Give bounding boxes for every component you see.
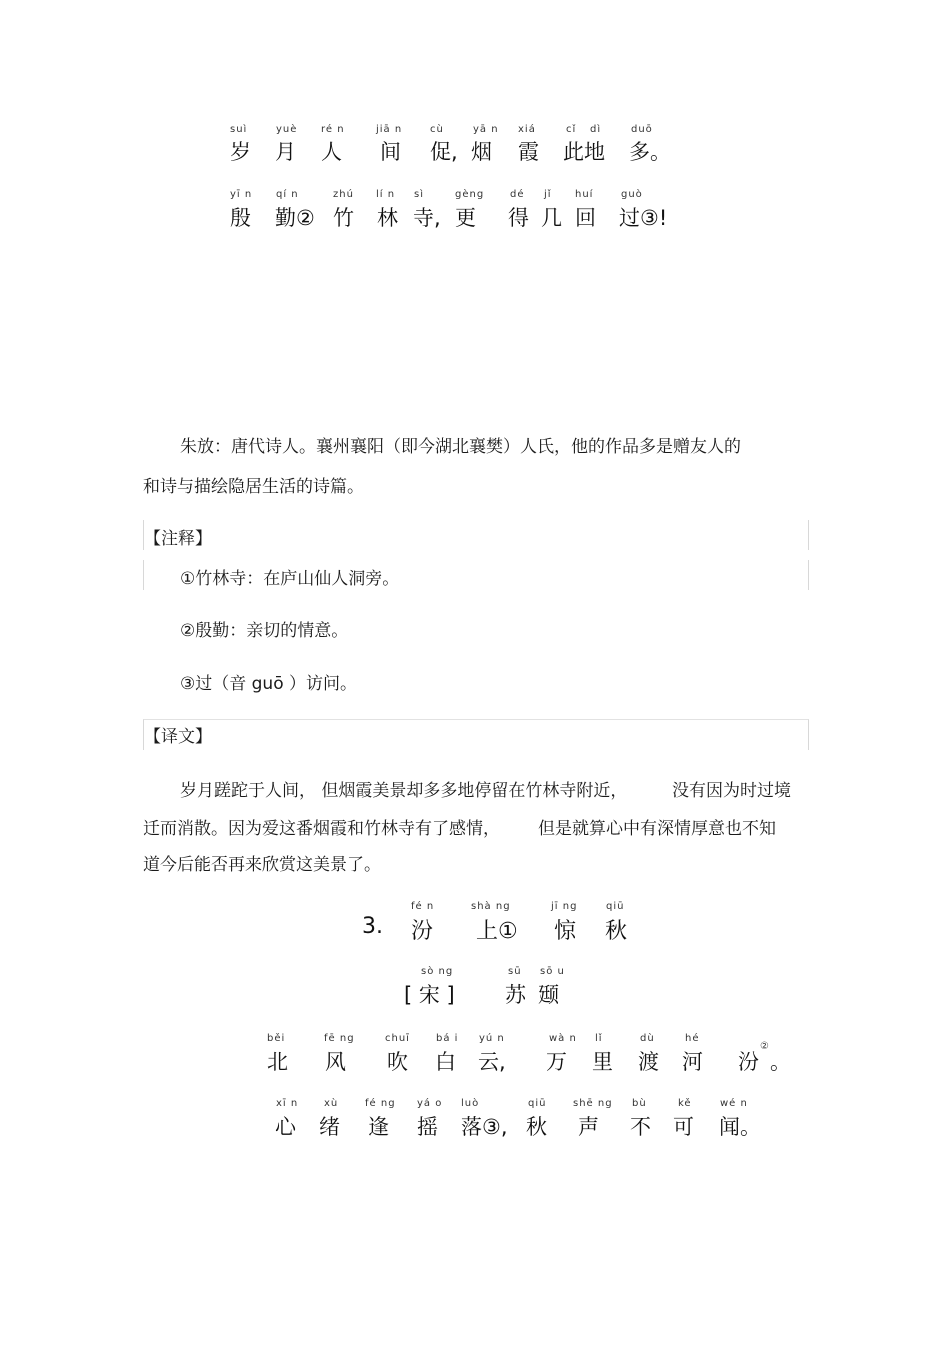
pinyin: bù: [632, 1098, 647, 1109]
translation-line2a: 迁而消散。因为爱这番烟霞和竹林寺有了感情，: [143, 819, 500, 839]
pinyin: cù: [430, 124, 444, 135]
pinyin: wé n: [720, 1098, 748, 1109]
hanzi: 摇: [417, 1115, 438, 1139]
hanzi: 汾: [738, 1050, 759, 1074]
hanzi: 颋: [538, 983, 559, 1007]
pinyin: chuī: [385, 1033, 410, 1044]
hanzi: 殷: [230, 206, 251, 230]
pinyin: sì: [414, 189, 424, 200]
hanzi: 此地: [563, 140, 605, 164]
pinyin: huí: [575, 189, 594, 200]
hanzi: 更: [455, 206, 476, 230]
translation-line1b: 没有因为时过境: [672, 781, 791, 801]
pinyin: jǐ: [544, 189, 552, 200]
pinyin: běi: [267, 1033, 286, 1044]
pinyin: fē ng: [324, 1033, 355, 1044]
pinyin: yá o: [417, 1098, 443, 1109]
pinyin: gèng: [455, 189, 485, 200]
pinyin: cǐ: [566, 124, 577, 135]
pinyin: xī n: [276, 1098, 299, 1109]
pinyin: suì: [230, 124, 248, 135]
notes-header-frame: [143, 520, 809, 550]
pinyin: jī ng: [551, 901, 578, 912]
hanzi: 烟: [471, 140, 492, 164]
hanzi: 河: [682, 1050, 703, 1074]
pinyin: zhú: [333, 189, 354, 200]
hanzi: 间: [380, 140, 401, 164]
hanzi: 过③!: [619, 206, 668, 230]
hanzi: 惊: [554, 919, 577, 944]
dynasty: [ 宋 ]: [404, 983, 455, 1007]
hanzi: 人: [321, 140, 342, 164]
pinyin: yuè: [276, 124, 298, 135]
hanzi: 闻。: [719, 1115, 761, 1139]
hanzi: 。: [770, 1050, 791, 1074]
translation-line3: 道今后能否再来欣赏这美景了。: [143, 855, 381, 875]
pinyin: dù: [640, 1033, 655, 1044]
hanzi: 北: [267, 1050, 288, 1074]
hanzi: 竹: [333, 206, 354, 230]
translation-header: 【译文】: [144, 727, 212, 747]
hanzi: 里: [592, 1050, 613, 1074]
hanzi: 苏: [505, 983, 526, 1007]
hanzi: 寺,: [413, 206, 441, 230]
hanzi: 不: [630, 1115, 651, 1139]
hanzi: 得: [508, 206, 529, 230]
pinyin: dì: [590, 124, 602, 135]
hanzi: 上①: [476, 919, 518, 944]
hanzi: 多。: [629, 140, 671, 164]
pinyin: shà ng: [471, 901, 511, 912]
translation-header-frame: [143, 719, 809, 750]
hanzi: 勤②: [275, 206, 315, 230]
hanzi: 云,: [478, 1050, 506, 1074]
poem-number: 3.: [362, 914, 383, 939]
hanzi: 霞: [518, 140, 539, 164]
hanzi: 促,: [430, 140, 458, 164]
author-intro-line1: 朱放：唐代诗人。襄州襄阳（即今湖北襄樊）人氏，他的作品多是赠友人的: [180, 437, 741, 457]
pinyin: lǐ: [595, 1033, 603, 1044]
hanzi: 渡: [638, 1050, 659, 1074]
hanzi: 可: [673, 1115, 694, 1139]
pinyin: qiū: [606, 901, 625, 912]
hanzi: 秋: [605, 919, 628, 944]
hanzi: 月: [275, 140, 296, 164]
hanzi: 林: [377, 206, 398, 230]
pinyin: qiū: [528, 1098, 547, 1109]
hanzi: 风: [325, 1050, 346, 1074]
pinyin: hé: [685, 1033, 700, 1044]
pinyin: ré n: [321, 124, 345, 135]
hanzi: 逢: [368, 1115, 389, 1139]
footnote-marker: ②: [760, 1041, 769, 1052]
hanzi: 几: [541, 206, 562, 230]
pinyin: shē ng: [573, 1098, 613, 1109]
pinyin: duō: [631, 124, 653, 135]
pinyin: dé: [510, 189, 525, 200]
pinyin: sò ng: [421, 966, 454, 977]
pinyin: luò: [461, 1098, 480, 1109]
pinyin: xù: [324, 1098, 339, 1109]
hanzi: 声: [578, 1115, 599, 1139]
pinyin: wà n: [549, 1033, 577, 1044]
author-intro-line2: 和诗与描绘隐居生活的诗篇。: [143, 477, 364, 497]
hanzi: 秋: [526, 1115, 547, 1139]
pinyin: sō u: [540, 966, 565, 977]
pinyin: yī n: [230, 189, 253, 200]
pinyin: fé n: [411, 901, 435, 912]
translation-line2b: 但是就算心中有深情厚意也不知: [538, 819, 776, 839]
pinyin: guò: [621, 189, 643, 200]
note-item-2: ②殷勤：亲切的情意。: [180, 621, 349, 641]
hanzi: 吹: [387, 1050, 408, 1074]
hanzi: 心: [275, 1115, 296, 1139]
note-item-3: ③过（音 guō ）访问。: [180, 674, 358, 694]
pinyin: yā n: [473, 124, 499, 135]
translation-line1a: 岁月蹉跎于人间， 但烟霞美景却多多地停留在竹林寺附近，: [180, 781, 628, 801]
hanzi: 绪: [319, 1115, 340, 1139]
pinyin: bá i: [436, 1033, 459, 1044]
pinyin: fé ng: [365, 1098, 396, 1109]
pinyin: yú n: [479, 1033, 505, 1044]
pinyin: kě: [678, 1098, 692, 1109]
pinyin: sū: [508, 966, 522, 977]
pinyin: qí n: [276, 189, 299, 200]
pinyin: jiā n: [376, 124, 403, 135]
pinyin: lí n: [376, 189, 396, 200]
hanzi: 落③,: [461, 1115, 508, 1139]
hanzi: 岁: [230, 140, 251, 164]
notes-header: 【注释】: [144, 529, 212, 549]
note-item-1: ①竹林寺：在庐山仙人洞旁。: [180, 569, 400, 589]
hanzi: 汾: [411, 919, 434, 944]
hanzi: 回: [575, 206, 596, 230]
pinyin: xiá: [518, 124, 536, 135]
hanzi: 万: [546, 1050, 567, 1074]
hanzi: 白: [435, 1050, 456, 1074]
